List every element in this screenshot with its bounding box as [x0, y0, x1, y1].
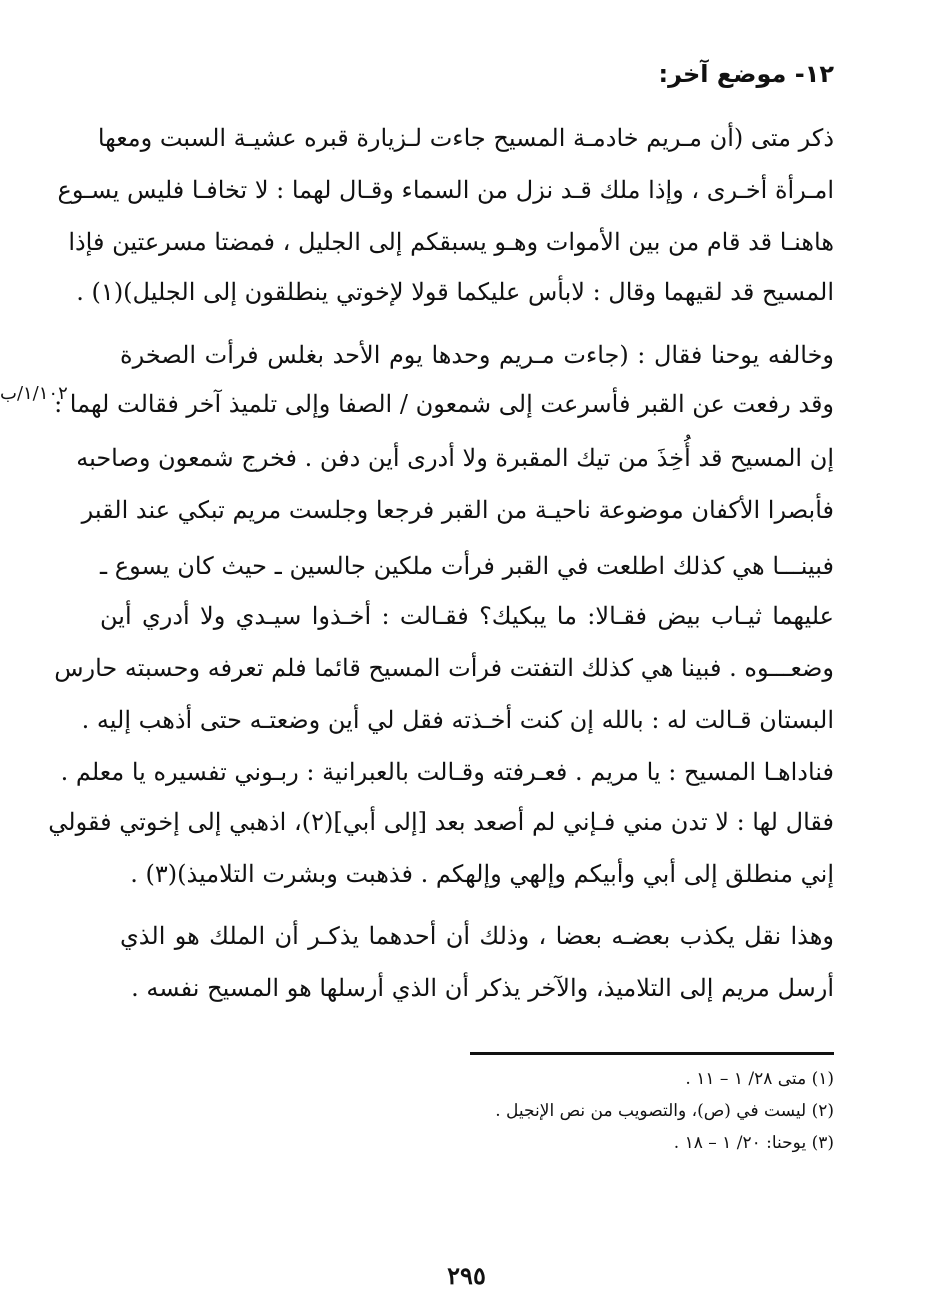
text-line: إني منطلق إلى أبي وأبيكم وإلهي وإلهكم . فذهبت وبشرت التلاميذ)(٣) .	[130, 860, 834, 888]
text-line: هاهنـا قد قام من بين الأموات وهـو يسبقكم إلى الجليل ، فمضتا مسرعتين فإذا	[68, 228, 834, 256]
page-number: ٢٩٥	[447, 1261, 486, 1290]
text-line: إن المسيح قد أُخِذَ من تيك المقبرة ولا أدرى أين دفن . فخرج شمعون وصاحبه	[76, 444, 834, 472]
text-line: فأبصرا الأكفان موضوعة ناحيـة من القبر فرجعا وجلست مريم تبكي عند القبر	[81, 496, 834, 524]
footnote: (١) متى ٢٨/ ١ – ١١ .	[685, 1069, 834, 1089]
text-line: فناداهـا المسيح : يا مريم . فعـرفته وقـالت بالعبرانية : ربـوني تفسيره يا معلم .	[60, 758, 834, 786]
text-line: فقال لها : لا تدن مني فـإني لم أصعد بعد [إلى أبي](٢)، اذهبي إلى إخوتي فقولي	[48, 808, 834, 836]
text-line: امـرأة أخـرى ، وإذا ملك قـد نزل من السماء وقـال لهما : لا تخافـا فليس يسـوع	[57, 176, 834, 204]
text-line: وخالفه يوحنا فقال : (جاءت مـريم وحدها يوم الأحد بغلس فرأت الصخرة	[120, 341, 834, 369]
text-line: أرسل مريم إلى التلاميذ، والآخر يذكر أن الذي أرسلها هو المسيح نفسه .	[131, 974, 834, 1002]
footnote: (٢) ليست في (ص)، والتصويب من نص الإنجيل .	[495, 1101, 834, 1121]
text-line: وهذا نقل يكذب بعضـه بعضا ، وذلك أن أحدهما يذكـر أن الملك هو الذي	[120, 922, 834, 950]
manuscript-folio-note: ١/١٠٢/ب	[0, 383, 68, 404]
footnote: (٣) يوحنا: ٢٠/ ١ – ١٨ .	[673, 1133, 834, 1153]
text-line: البستان قـالت له : بالله إن كنت أخـذته فقل لي أين وضعتـه حتى أذهب إليه .	[81, 706, 834, 734]
text-line: عليهما ثيـاب بيض فقـالا: ما يبكيك؟ فقـالت : أخـذوا سيـدي ولا أدري أين	[100, 602, 834, 630]
text-line: ذكر متى (أن مـريم خادمـة المسيح جاءت لـزيارة قبره عشيـة السبت ومعها	[97, 124, 834, 152]
section-heading: ١٢- موضع آخر:	[658, 60, 834, 88]
text-line: المسيح قد لقيهما وقال : لابأس عليكما قولا لإخوتي ينطلقون إلى الجليل)(١) .	[76, 278, 834, 306]
text-line: فبينـــا هي كذلك اطلعت في القبر فرأت ملكين جالسين ـ حيث كان يسوع ـ	[100, 552, 834, 580]
text-line: وقد رفعت عن القبر فأسرعت إلى شمعون / الصفا وإلى تلميذ آخر فقالت لهما :	[54, 390, 834, 418]
footnote-separator	[470, 1052, 834, 1055]
text-line: وضعـــوه . فبينا هي كذلك التفتت فرأت المسيح قائما فلم تعرفه وحسبته حارس	[54, 654, 834, 682]
